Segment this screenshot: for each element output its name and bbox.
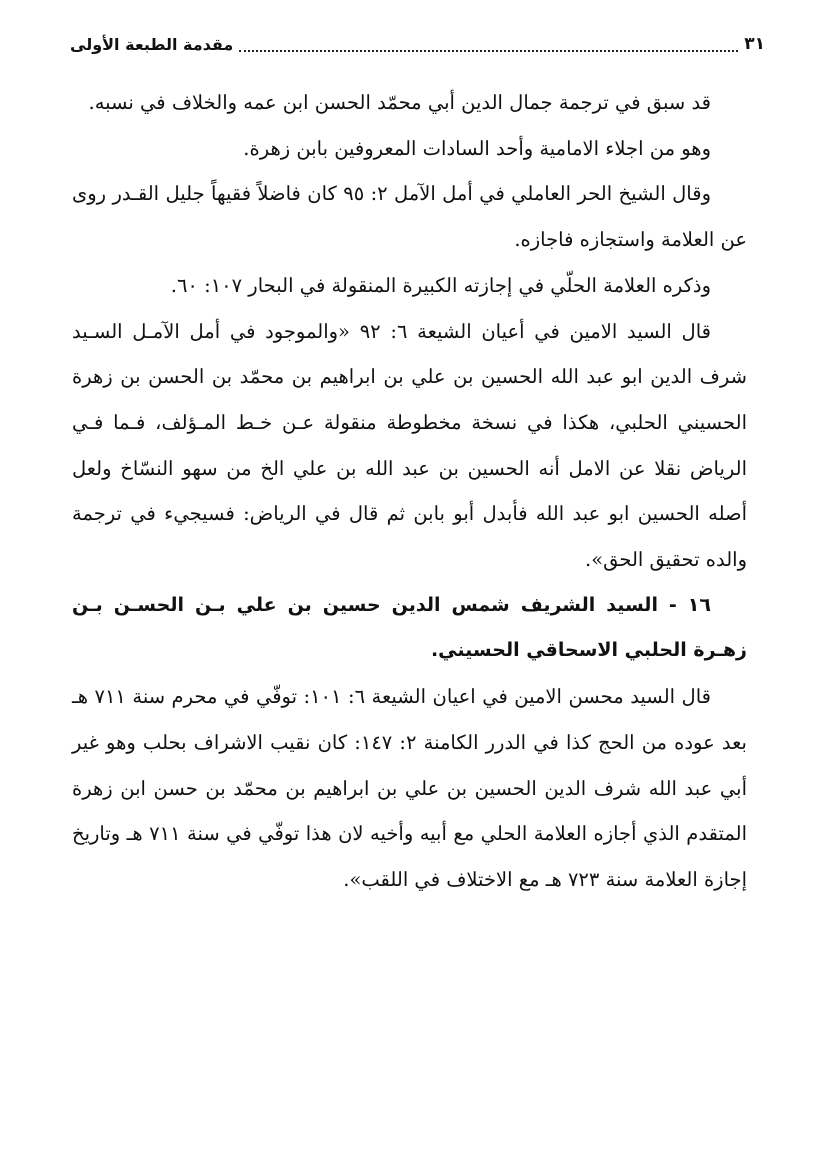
dotted-leader [239, 36, 738, 52]
paragraph-5: قال السيد الامين في أعيان الشيعة ٦: ٩٢ «والموجود في أمل الآمـل السـيد شرف الدين ابو عبد الله الحسين بن علي بن ابراهيم بن محمّد بن الحسن بن زهرة الحسيني الحلبي، هكذا في نسخة مخطوطة منقولة عـن خـط المـؤلف، فـما فـي الرياض نقلا عن الامل أنه الحسين بن عبد الله بن علي الخ من سهو النسّاخ ولعل أصله الحسين ابو عبد الله فأبدل أبو بابن ثم قال في الرياض: فسيجيء في ترجمة والده تحقيق الحق». [72, 319, 747, 572]
paragraph-4: وذكره العلامة الحلّي في إجازته الكبيرة المنقولة في البحار ١٠٧: ٦٠. [170, 273, 711, 297]
paragraph-6: قال السيد محسن الامين في اعيان الشيعة ٦: ١٠١: توفّي في محرم سنة ٧١١ هـ بعد عوده من الحج كذا في الدرر الكامنة ٢: ١٤٧: كان نقيب الاشراف بحلب وهو غير أبي عبد الله شرف الدين الحسين بن علي بن ابراهيم بن محمّد بن حسن ابن زهرة المتقدم الذي أجازه العلامة الحلي مع أبيه وأخيه لان هذا توفّي في سنة ٧١١ هـ وتاريخ إجازة العلامة سنة ٧٢٣ هـ مع الاختلاف في اللقب». [72, 685, 747, 891]
body-text [72, 80, 747, 903]
paragraph-2: وهو من اجلاء الامامية وأحد السادات المعروفين بابن زهرة. [243, 136, 711, 160]
running-title: مقدمة الطبعة الأولى [70, 34, 234, 54]
paragraph-3: وقال الشيخ الحر العاملي في أمل الآمل ٢: ٩٥ كان فاضلاً فقيهاً جليل القـدر روى عن العلامة واستجازه فاجازه. [72, 182, 747, 252]
entry-heading: ١٦ - السيد الشريف شمس الدين حسين بن علي بـن الحسـن بـن زهـرة الحلبي الاسحاقي الحسيني. [72, 593, 747, 662]
page-header [70, 28, 765, 60]
paragraph-1: قد سبق في ترجمة جمال الدين أبي محمّد الحسن ابن عمه والخلاف في نسبه. [88, 91, 711, 114]
page-number: ٣١ [744, 34, 765, 54]
